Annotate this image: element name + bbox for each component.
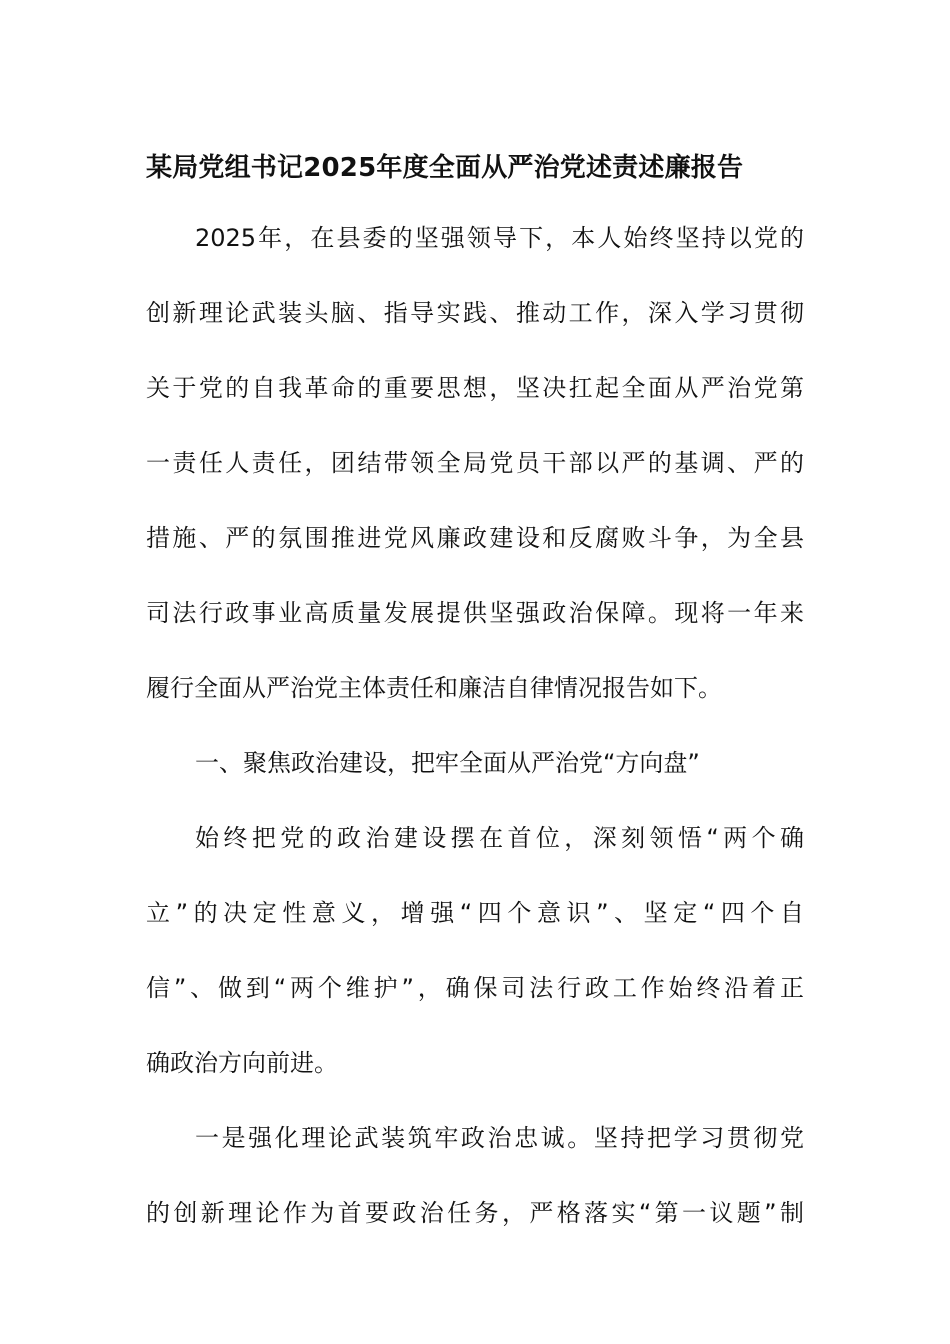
section-heading: 一、聚焦政治建设，把牢全面从严治党“方向盘”: [195, 749, 700, 777]
paragraph-line: 履行全面从严治党主体责任和廉洁自律情况报告如下。: [146, 674, 722, 702]
paragraph-line: 信”、做到“两个维护”，确保司法行政工作始终沿着正: [146, 974, 804, 1002]
paragraph-line: 关于党的自我革命的重要思想，坚决扛起全面从严治党第: [146, 374, 804, 402]
paragraph-line: 措施、严的氛围推进党风廉政建设和反腐败斗争，为全县: [146, 524, 804, 552]
paragraph-line: 创新理论武装头脑、指导实践、推动工作，深入学习贯彻: [146, 299, 804, 327]
paragraph-line: 确政治方向前进。: [146, 1049, 338, 1077]
paragraph-line: 一责任人责任，团结带领全局党员干部以严的基调、严的: [146, 449, 804, 477]
paragraph-line: 一是强化理论武装筑牢政治忠诚。坚持把学习贯彻党: [195, 1124, 804, 1152]
paragraph-line: 立”的决定性意义，增强“四个意识”、坚定“四个自: [146, 899, 804, 927]
paragraph-line: 始终把党的政治建设摆在首位，深刻领悟“两个确: [195, 824, 804, 852]
document-title: 某局党组书记2025年度全面从严治党述责述廉报告: [146, 153, 744, 183]
paragraph-line: 2025年，在县委的坚强领导下，本人始终坚持以党的: [195, 224, 804, 252]
paragraph-line: 司法行政事业高质量发展提供坚强政治保障。现将一年来: [146, 599, 804, 627]
paragraph-line: 的创新理论作为首要政治任务，严格落实“第一议题”制: [146, 1199, 804, 1227]
